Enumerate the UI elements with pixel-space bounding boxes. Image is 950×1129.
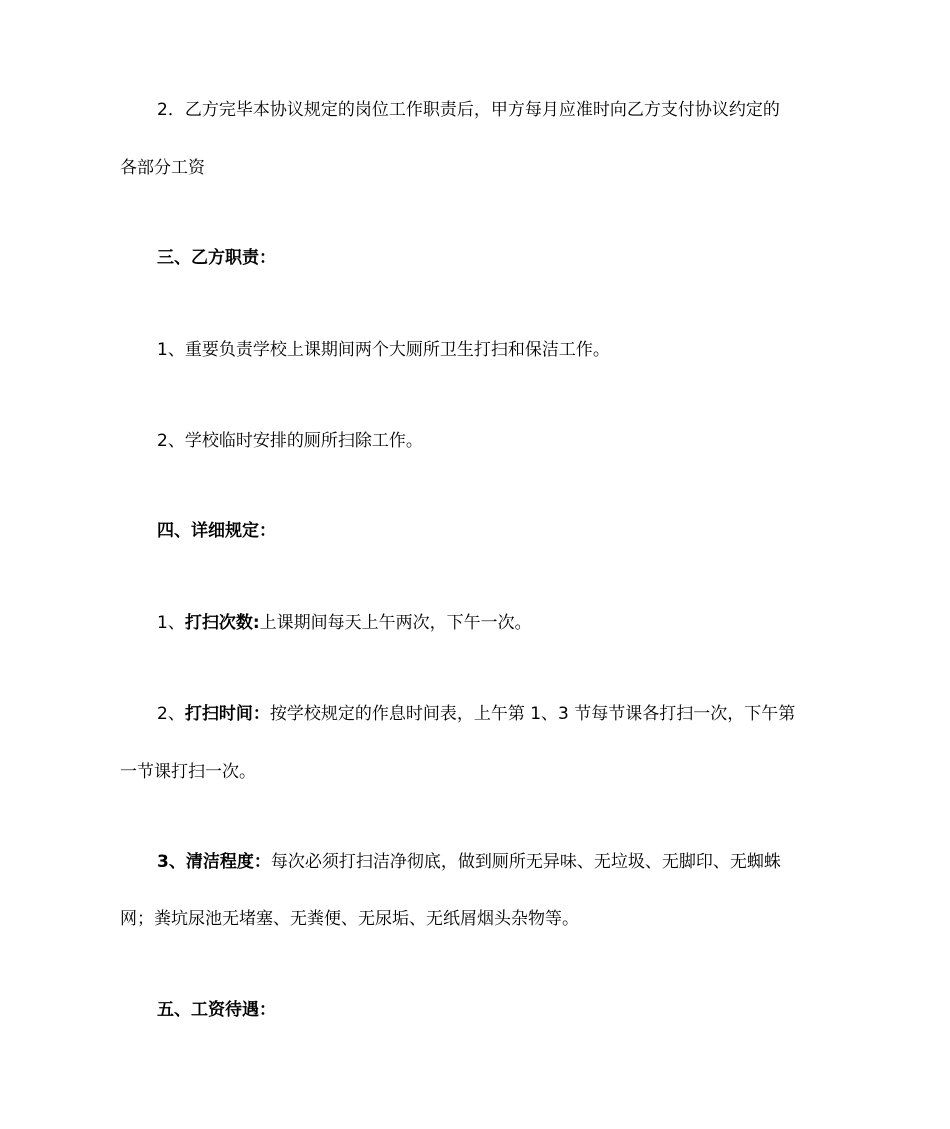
section-3-heading: 三、乙方职责： [157,248,276,268]
section-5-heading: 五、工资待遇： [157,1000,276,1020]
rule-1-number: 1、 [157,613,185,633]
rule-2-label: 打扫时间： [184,704,270,724]
rule-3-label: 3、清洁程度： [157,852,271,872]
rule-item-3-line-2: 网；粪坑尿池无堵塞、无粪便、无尿垢、无纸屑烟头杂物等。 [120,909,579,929]
duty-item-2: 2、学校临时安排的厕所扫除工作。 [157,431,423,451]
rule-1-label: 打扫次数: [184,613,260,633]
rule-3-text: 每次必须打扫洁净彻底，做到厕所无异味、无垃圾、无脚印、无蜘蛛 [270,852,781,872]
rule-2-text: 按学校规定的作息时间表，上午第 1、3 节每节课各打扫一次，下午第 [269,704,796,724]
rule-1-text: 上课期间每天上午两次，下午一次。 [259,613,532,633]
rule-2-number: 2、 [157,704,185,724]
section-4-heading: 四、详细规定： [157,521,276,541]
rule-item-2-line-1 [157,703,795,725]
paragraph-2-line-2: 各部分工资 [120,158,205,178]
duty-item-1: 1、重要负责学校上课期间两个大厕所卫生打扫和保洁工作。 [157,340,610,360]
paragraph-2-line-1: 2．乙方完毕本协议规定的岗位工作职责后，甲方每月应准时向乙方支付协议约定的 [157,100,780,120]
rule-item-1 [157,612,532,634]
rule-item-2-line-2: 一节课打扫一次。 [120,762,256,782]
rule-item-3-line-1 [157,851,781,873]
